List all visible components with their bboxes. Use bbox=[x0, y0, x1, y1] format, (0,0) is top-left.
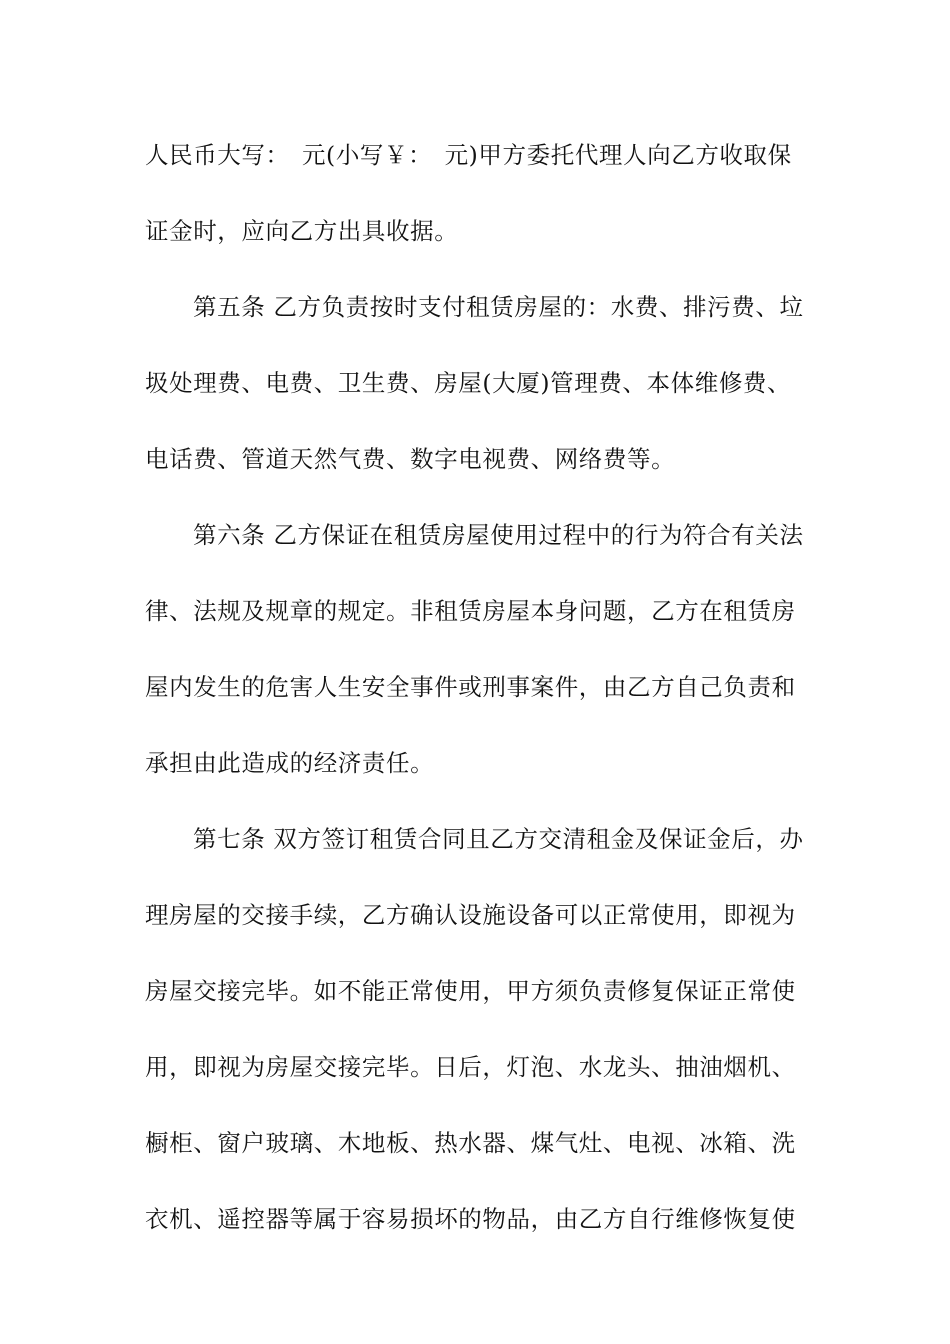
article-6-line: 第六条 乙方保证在租赁房屋使用过程中的行为符合有关法 bbox=[193, 521, 804, 549]
text-line: 承担由此造成的经济责任。 bbox=[145, 749, 435, 777]
text-line: 电话费、管道天然气费、数字电视费、网络费等。 bbox=[145, 445, 676, 473]
text-line: 圾处理费、电费、卫生费、房屋(大厦)管理费、本体维修费、 bbox=[145, 369, 792, 397]
text-line: 衣机、遥控器等属于容易损坏的物品，由乙方自行维修恢复使 bbox=[145, 1205, 796, 1233]
document-body bbox=[145, 131, 810, 1271]
text-line: 橱柜、窗户玻璃、木地板、热水器、煤气灶、电视、冰箱、洗 bbox=[145, 1129, 796, 1157]
article-7-line: 第七条 双方签订租赁合同且乙方交清租金及保证金后，办 bbox=[193, 825, 804, 853]
text-line: 证金时，应向乙方出具收据。 bbox=[145, 217, 459, 245]
text-line: 律、法规及规章的规定。非租赁房屋本身问题，乙方在租赁房 bbox=[145, 597, 796, 625]
text-line: 用，即视为房屋交接完毕。日后，灯泡、水龙头、抽油烟机、 bbox=[145, 1053, 796, 1081]
text-line: 房屋交接完毕。如不能正常使用，甲方须负责修复保证正常使 bbox=[145, 977, 796, 1005]
text-line: 屋内发生的危害人生安全事件或刑事案件，由乙方自己负责和 bbox=[145, 673, 796, 701]
article-5-line: 第五条 乙方负责按时支付租赁房屋的：水费、排污费、垃 bbox=[193, 293, 804, 321]
text-line: 人民币大写： 元(小写￥： 元)甲方委托代理人向乙方收取保 bbox=[145, 141, 792, 169]
text-line: 理房屋的交接手续，乙方确认设施设备可以正常使用，即视为 bbox=[145, 901, 796, 929]
